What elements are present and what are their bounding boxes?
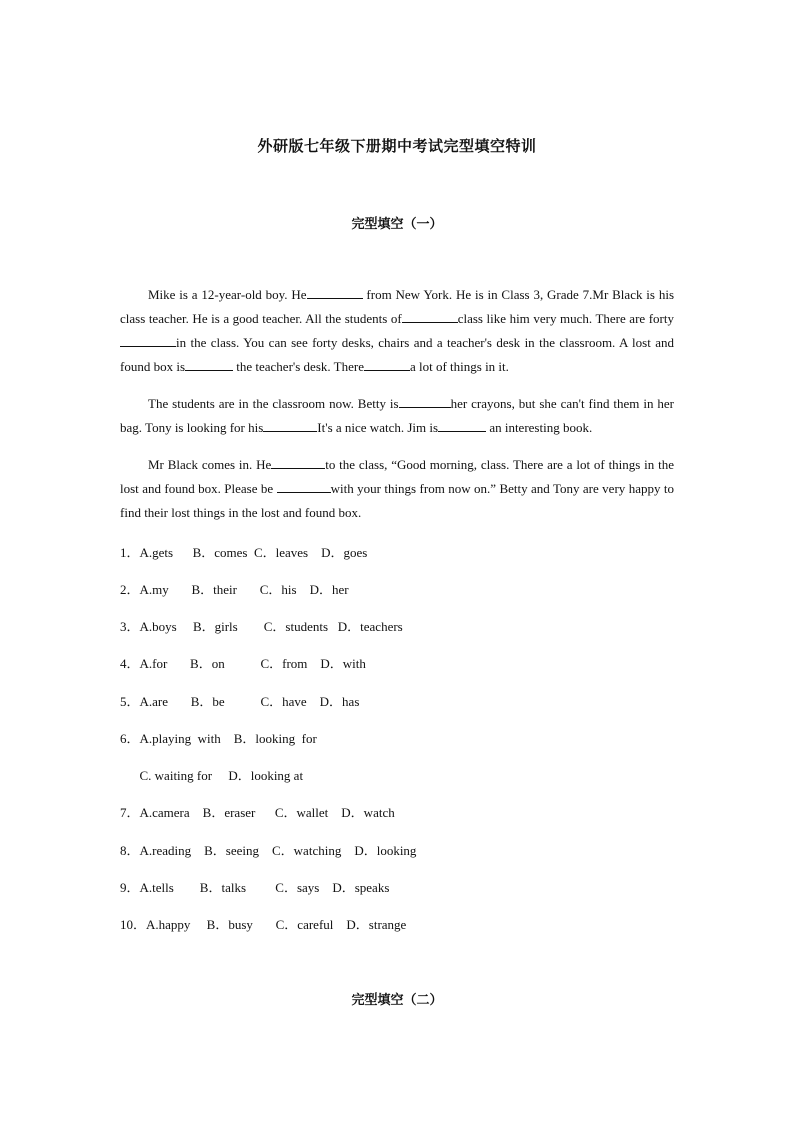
passage-text: in the class. You can see forty desks, chairs and a teacher's desk in the classroom. A lost and found box is [120, 335, 674, 374]
section-title-1: 完型填空（一） [351, 217, 443, 232]
question-10-options: 10．A.happy B．busy C．careful D．strange [120, 917, 407, 932]
blank-1 [307, 286, 363, 299]
passage-text: a lot of things in it. [409, 359, 509, 374]
question-3-options: 3．A.boys B．girls C．students D．teachers [120, 619, 403, 634]
blank-9 [271, 456, 325, 469]
blank-3 [120, 334, 176, 347]
passage-text: The students are in the classroom now. Betty is [148, 396, 399, 411]
passage-text: Mike is a 12-year-old boy. He [148, 287, 307, 302]
question-8-options: 8．A.reading B．seeing C．watching D．looking [120, 843, 417, 858]
passage-paragraph-1 [120, 283, 674, 379]
blank-10 [277, 480, 331, 493]
question-2-options: 2．A.my B．their C．his D．her [120, 582, 349, 597]
blank-5 [364, 358, 410, 371]
passage-text: with your things from now on.” Betty and Tony are very happy to find their lost things in the lost and found box. [120, 481, 674, 520]
document-title: 外研版七年级下册期中考试完型填空特训 [257, 137, 537, 155]
question-4-options: 4．A.for B．on C．from D．with [120, 656, 366, 671]
blank-2 [402, 310, 458, 323]
passage-paragraph-3 [120, 453, 674, 525]
blank-4 [185, 358, 233, 371]
question-6-options: 6．A.playing with B．looking for [120, 731, 317, 746]
blank-6 [399, 395, 451, 408]
passage-text: from New York. He is in Class 3, Grade 7.Mr Black is his class teacher. He is a good teacher. All the students of [120, 287, 674, 326]
passage-text: her crayons, but she can't find them in her bag. Tony is looking for his [120, 396, 675, 435]
blank-8 [438, 419, 486, 432]
passage-text: an interesting book. [486, 420, 593, 435]
passage-paragraph-2 [120, 392, 674, 440]
passage-text: the teacher's desk. There [233, 359, 364, 374]
question-9-options: 9．A.tells B．talks C．says D．speaks [120, 880, 390, 895]
question-5-options: 5．A.are B．be C．have D．has [120, 694, 360, 709]
section-title-2: 完型填空（二） [351, 993, 443, 1008]
passage-text: to the class, “Good morning, class. There are a lot of things in the lost and found box. Please be [120, 457, 674, 496]
passage-text: It's a nice watch. Jim is [317, 420, 439, 435]
question-1-options: 1．A.gets B．comes C．leaves D．goes [120, 545, 368, 560]
passage-text: class like him very much. There are forty [457, 311, 674, 326]
blank-7 [263, 419, 317, 432]
question-7-options: 7．A.camera B．eraser C．wallet D．watch [120, 805, 395, 820]
passage-text: Mr Black comes in. He [148, 457, 272, 472]
question-6-options-cont: C. waiting for D．looking at [120, 768, 304, 783]
